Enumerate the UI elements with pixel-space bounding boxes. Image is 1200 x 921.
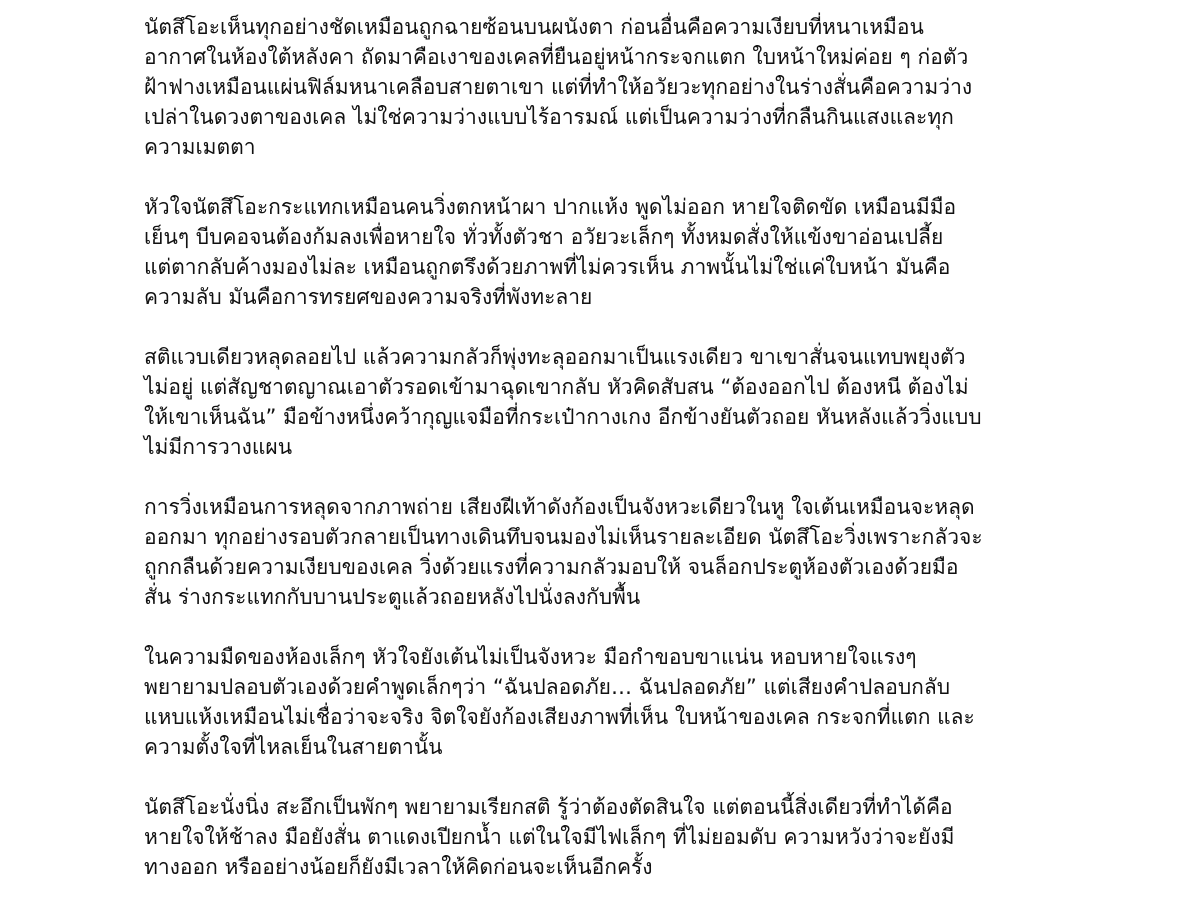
text-line: พยายามปลอบตัวเองด้วยคำพูดเล็กๆว่า “ฉันปลอดภัย… ฉันปลอดภัย” แต่เสียงคำปลอบกลับ (144, 675, 951, 699)
text-line: ให้เขาเห็นฉัน” มือข้างหนึ่งคว้ากุญแจมือที่กระเป๋ากางเกง อีกข้างยันตัวถอย หันหลังแล้ววิ่งแบบ (144, 405, 982, 429)
text-line: ในความมืดของห้องเล็กๆ หัวใจยังเต้นไม่เป็นจังหวะ มือกำขอบขาแน่น หอบหายใจแรงๆ (144, 645, 917, 669)
paragraph-3 (144, 342, 1056, 462)
paragraph-2 (144, 192, 1056, 312)
text-line: การวิ่งเหมือนการหลุดจากภาพถ่าย เสียงฝีเท้าดังก้องเป็นจังหวะเดียวในหู ใจเต้นเหมือนจะหลุด (144, 495, 975, 519)
text-line: เปล่าในดวงตาของเคล ไม่ใช่ความว่างแบบไร้อารมณ์ แต่เป็นความว่างที่กลืนกินแสงและทุก (144, 105, 954, 129)
text-line: แหบแห้งเหมือนไม่เชื่อว่าจะจริง จิตใจยังก้องเสียงภาพที่เห็น ใบหน้าของเคล กระจกที่แตก และ (144, 705, 975, 729)
text-line: นัตสึโอะเห็นทุกอย่างชัดเหมือนถูกฉายซ้อนบนผนังตา ก่อนอื่นคือความเงียบที่หนาเหมือน (144, 15, 924, 39)
document-body (144, 12, 1056, 912)
text-line: ไม่อยู่ แต่สัญชาตญาณเอาตัวรอดเข้ามาฉุดเขากลับ หัวคิดสับสน “ต้องออกไป ต้องหนี ต้องไม่ (144, 375, 969, 399)
text-line: แต่ตากลับค้างมองไม่ละ เหมือนถูกตรึงด้วยภาพที่ไม่ควรเห็น ภาพนั้นไม่ใช่แค่ใบหน้า มันคือ (144, 255, 951, 279)
paragraph-6 (144, 792, 1056, 882)
text-line: สั่น ร่างกระแทกกับบานประตูแล้วถอยหลังไปนั่งลงกับพื้น (144, 585, 641, 609)
text-line: ออกมา ทุกอย่างรอบตัวกลายเป็นทางเดินทึบจนมองไม่เห็นรายละเอียด นัตสึโอะวิ่งเพราะกลัวจะ (144, 525, 983, 549)
text-line: อากาศในห้องใต้หลังคา ถัดมาคือเงาของเคลที่ยืนอยู่หน้ากระจกแตก ใบหน้าใหม่ค่อย ๆ ก่อตัว (144, 45, 969, 69)
text-line: หัวใจนัตสึโอะกระแทกเหมือนคนวิ่งตกหน้าผา ปากแห้ง พูดไม่ออก หายใจติดขัด เหมือนมีมือ (144, 195, 957, 219)
paragraph-5 (144, 642, 1056, 762)
paragraph-4 (144, 492, 1056, 612)
text-line: ถูกกลืนด้วยความเงียบของเคล วิ่งด้วยแรงที่ความกลัวมอบให้ จนล็อกประตูห้องตัวเองด้วยมือ (144, 555, 959, 579)
text-line: หายใจให้ช้าลง มือยังสั่น ตาแดงเปียกน้ำ แต่ในใจมีไฟเล็กๆ ที่ไม่ยอมดับ ความหวังว่าจะยังมี (144, 825, 955, 849)
text-line: นัตสึโอะนั่งนิ่ง สะอึกเป็นพักๆ พยายามเรียกสติ รู้ว่าต้องตัดสินใจ แต่ตอนนี้สิ่งเดียวที่ทำได้คือ (144, 795, 953, 819)
text-line: ความลับ มันคือการทรยศของความจริงที่พังทะลาย (144, 285, 593, 309)
text-line: ความตั้งใจที่ไหลเย็นในสายตานั้น (144, 735, 443, 759)
text-line: ไม่มีการวางแผน (144, 435, 293, 459)
text-line: ความเมตตา (144, 135, 256, 159)
text-line: ฝ้าฟางเหมือนแผ่นฟิล์มหนาเคลือบสายตาเขา แต่ที่ทำให้อวัยวะทุกอย่างในร่างสั่นคือความว่าง (144, 75, 973, 99)
text-line: สติแวบเดียวหลุดลอยไป แล้วความกลัวก็พุ่งทะลุออกมาเป็นแรงเดียว ขาเขาสั่นจนแทบพยุงตัว (144, 345, 966, 369)
paragraph-1 (144, 12, 1056, 162)
text-line: เย็นๆ บีบคอจนต้องก้มลงเพื่อหายใจ ทั่วทั้งตัวชา อวัยวะเล็กๆ ทั้งหมดสั่งให้แข้งขาอ่อนเปลี้ย (144, 225, 944, 249)
text-line: ทางออก หรืออย่างน้อยก็ยังมีเวลาให้คิดก่อนจะเห็นอีกครั้ง (144, 855, 653, 879)
